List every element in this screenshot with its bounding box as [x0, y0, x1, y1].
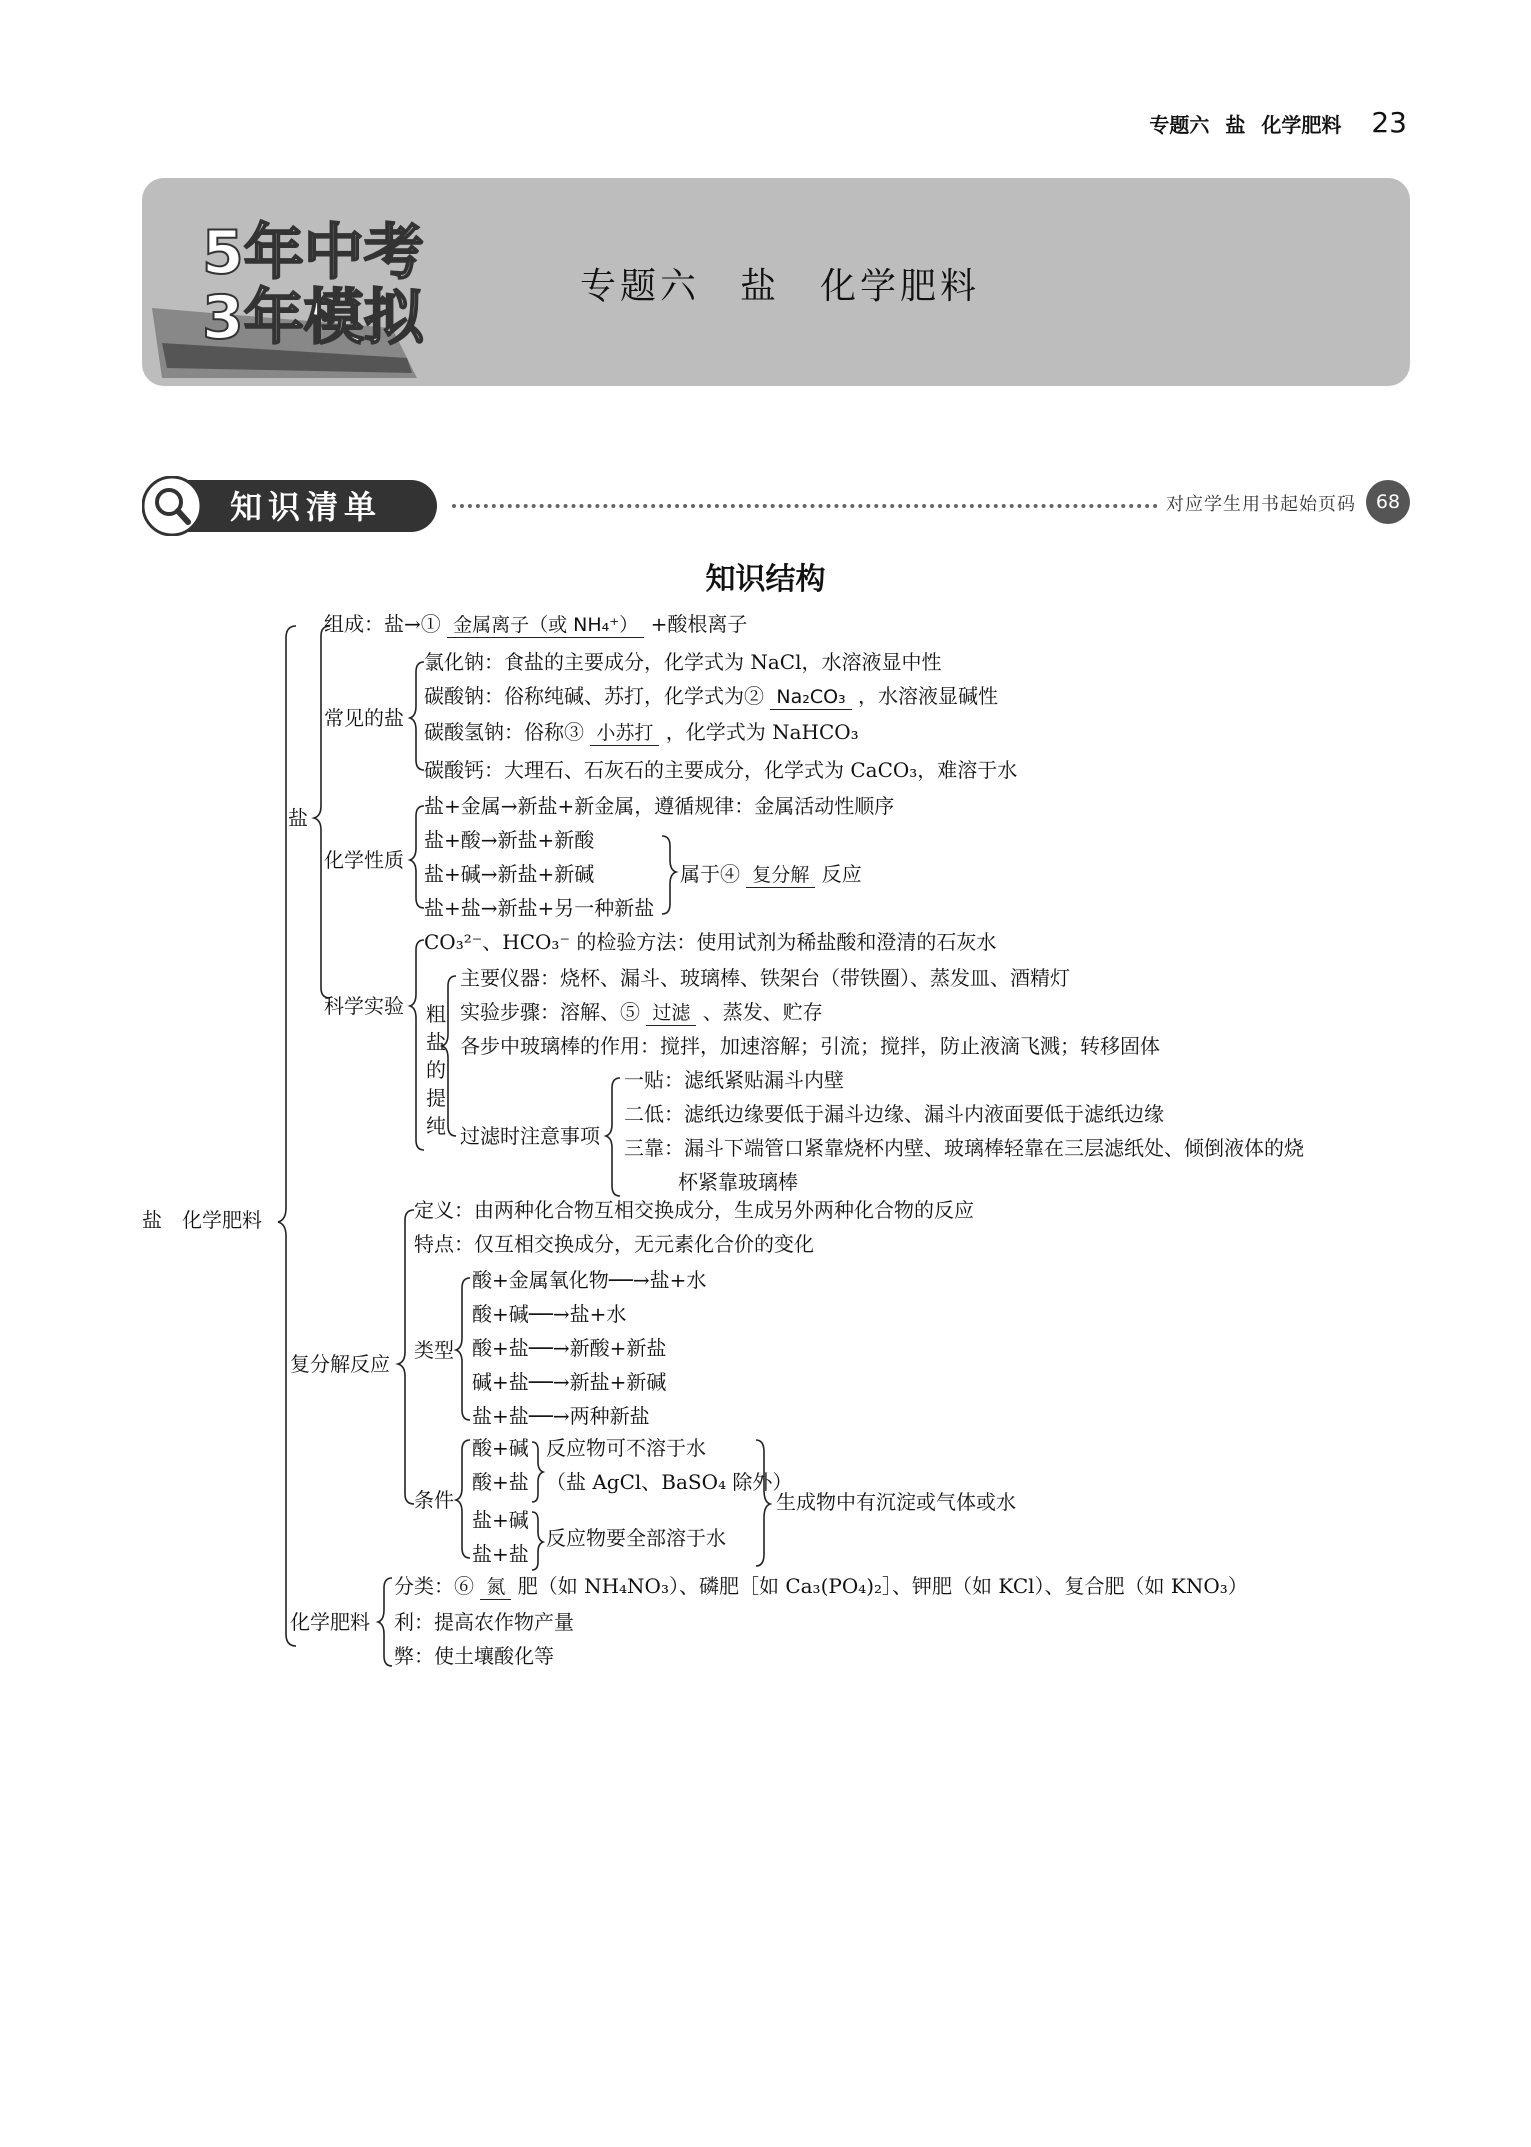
blank-3-answer: 小苏打: [590, 721, 659, 746]
condition-salt-salt: 盐+盐: [472, 1542, 529, 1566]
header-section: 盐: [1225, 113, 1246, 137]
na2co3-prefix: 碳酸钠：俗称纯碱、苏打，化学式为②: [424, 684, 764, 708]
fertilizer-pro: 利：提高农作物产量: [394, 1610, 574, 1634]
nahco3-line: [424, 720, 859, 746]
logo-line1: 5年中考: [202, 218, 424, 288]
nahco3-suffix: ，化学式为 NaHCO₃: [665, 720, 859, 744]
section-label: 知识清单: [230, 488, 383, 526]
double-decomp-label: 复分解反应: [290, 1352, 390, 1376]
type-item: 酸+盐──→新酸+新盐: [472, 1336, 667, 1360]
chemprop-label: 化学性质: [324, 848, 404, 872]
type-item: 盐+盐──→两种新盐: [472, 1404, 650, 1428]
logo-line2: 3年模拟: [202, 283, 424, 353]
belongs-suffix: 反应: [821, 862, 862, 886]
condition-note-except: （盐 AgCl、BaSO₄ 除外）: [546, 1470, 793, 1494]
chemprop-r1: 盐+金属→新盐+新金属，遵循规律：金属活动性顺序: [424, 794, 895, 818]
blank-2-answer: Na₂CO₃: [770, 685, 851, 710]
chemprop-r3: 盐+碱→新盐+新碱: [424, 862, 595, 886]
filter-label: 过滤时注意事项: [460, 1124, 600, 1148]
blank-1-answer: 金属离子（或 NH₄⁺）: [447, 613, 644, 638]
fert-cls-suffix: 肥（如 NH₄NO₃）、磷肥［如 Ca₃(PO₄)₂］、钾肥（如 KCl）、复合肥（如 KNO₃）: [517, 1574, 1248, 1598]
caco3-line: 碳酸钙：大理石、石灰石的主要成分，化学式为 CaCO₃，难溶于水: [424, 758, 1018, 782]
filter-rule-2: 二低：滤纸边缘要低于漏斗边缘、漏斗内液面要低于滤纸边缘: [624, 1102, 1164, 1126]
filter-rule-1: 一贴：滤纸紧贴漏斗内壁: [624, 1068, 844, 1092]
blank-4-answer: 复分解: [746, 863, 815, 888]
section-ref-page: 68: [1366, 480, 1410, 524]
nahco3-prefix: 碳酸氢钠：俗称③: [424, 720, 584, 744]
header-subject: 化学肥料: [1261, 113, 1342, 137]
structure-title: 知识结构: [705, 562, 826, 597]
carbonate-test-line: CO₃²⁻、HCO₃⁻ 的检验方法：使用试剂为稀盐酸和澄清的石灰水: [424, 930, 997, 954]
experiment-label: 科学实验: [324, 994, 404, 1018]
section-ref-text: 对应学生用书起始页码: [1166, 494, 1356, 515]
instruments-line: 主要仪器：烧杯、漏斗、玻璃棒、铁架台（带铁圈）、蒸发皿、酒精灯: [460, 966, 1070, 990]
glass-rod-line: 各步中玻璃棒的作用：搅拌，加速溶解；引流；搅拌，防止液滴飞溅；转移固体: [460, 1034, 1160, 1058]
condition-note-insoluble: 反应物可不溶于水: [546, 1436, 706, 1460]
blank-6-answer: 氮: [480, 1575, 511, 1600]
condition-note-soluble: 反应物要全部溶于水: [546, 1526, 726, 1550]
steps-prefix: 实验步骤：溶解、⑤: [460, 1000, 640, 1024]
nacl-line: 氯化钠：食盐的主要成分，化学式为 NaCl，水溶液显中性: [424, 650, 942, 674]
conditions-label: 条件: [414, 1488, 454, 1512]
condition-acid-salt: 酸+盐: [472, 1470, 529, 1494]
na2co3-suffix: ，水溶液显碱性: [858, 684, 999, 708]
steps-suffix: 、蒸发、贮存: [702, 1000, 823, 1024]
composition-line: [324, 612, 747, 638]
belongs-prefix: 属于④: [680, 862, 740, 886]
condition-salt-base: 盐+碱: [472, 1508, 529, 1532]
na2co3-line: [424, 684, 998, 710]
purification-label: 粗 盐 的 提 纯: [426, 1002, 446, 1138]
types-label: 类型: [414, 1338, 454, 1362]
fert-cls-prefix: 分类：⑥: [394, 1574, 474, 1598]
root-label: 盐 化学肥料: [142, 1208, 262, 1232]
blank-5-answer: 过滤: [646, 1001, 696, 1026]
salt-label: 盐: [288, 806, 308, 830]
page-number: 23: [1371, 106, 1407, 139]
chapter-title: 专题六 盐 化学肥料: [580, 266, 981, 307]
composition-suffix: +酸根离子: [650, 612, 748, 636]
chemprop-belongs: [680, 862, 862, 888]
condition-acid-base: 酸+碱: [472, 1436, 529, 1460]
composition-prefix: 组成：盐→①: [324, 612, 441, 636]
condition-result: 生成物中有沉淀或气体或水: [776, 1490, 1016, 1514]
chemprop-r4: 盐+盐→新盐+另一种新盐: [424, 896, 655, 920]
filter-rule-3a: 三靠：漏斗下端管口紧靠烧杯内壁、玻璃棒轻靠在三层滤纸处、倾倒液体的烧: [624, 1136, 1304, 1160]
fertilizer-label: 化学肥料: [290, 1610, 370, 1634]
type-item: 碱+盐──→新盐+新碱: [472, 1370, 667, 1394]
header-topic: 专题六: [1149, 113, 1210, 137]
filter-rule-3b: 杯紧靠玻璃棒: [678, 1170, 798, 1194]
steps-line: [460, 1000, 823, 1026]
fertilizer-con: 弊：使土壤酸化等: [394, 1644, 554, 1668]
type-item: 酸+金属氧化物──→盐+水: [472, 1268, 707, 1292]
definition-line: 定义：由两种化合物互相交换成分，生成另外两种化合物的反应: [414, 1198, 974, 1222]
chemprop-r2: 盐+酸→新盐+新酸: [424, 828, 595, 852]
feature-line: 特点：仅互相交换成分，无元素化合价的变化: [414, 1232, 814, 1256]
common-salts-label: 常见的盐: [324, 706, 404, 730]
type-item: 酸+碱──→盐+水: [472, 1302, 627, 1326]
fertilizer-classification: [394, 1574, 1248, 1600]
